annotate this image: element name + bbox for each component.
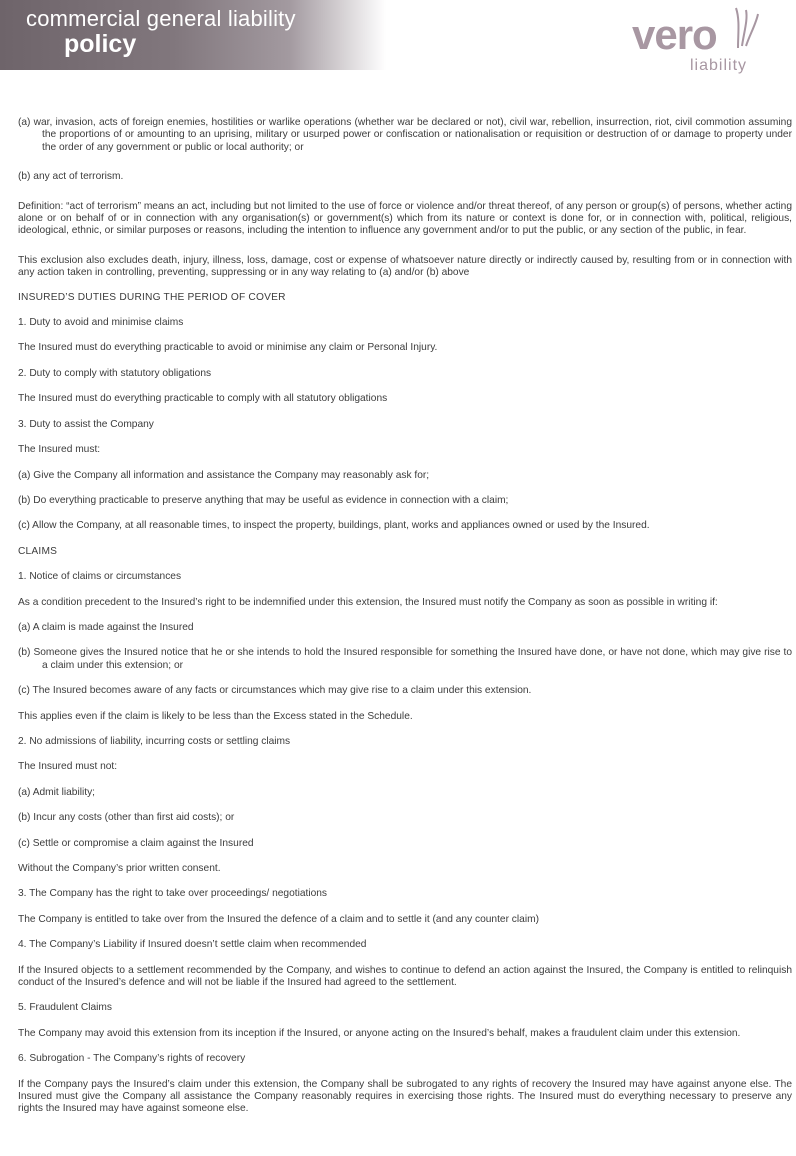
- logo-word: vero: [632, 11, 717, 58]
- duty-1-text: The Insured must do everything practicable to avoid or minimise any claim or Personal Injury.: [18, 342, 438, 354]
- claim-1-text: As a condition precedent to the Insured’s right to be indemnified under this extension, the Insured must notify the Company as soon as possible in writing if:: [18, 596, 718, 608]
- claim-1-item-b: (b) Someone gives the Insured notice that he or she intends to hold the Insured responsible for something the Insured have done, or have not done, which may give rise to a claim under this extension; or: [18, 647, 792, 671]
- header-subtitle: policy: [64, 30, 137, 58]
- claim-6-text: If the Company pays the Insured’s claim under this extension, the Company shall be subrogated to any rights of recovery the Insured may have against anyone else. The Insured must give the Company all assistance the Company reasonably requires in exercising those rights. The Insured must do everything necessary to preserve any rights the Insured may have against someone else.: [18, 1078, 792, 1115]
- claim-5-title: 5. Fraudulent Claims: [18, 1002, 112, 1014]
- exclusion-note: This exclusion also excludes death, injury, illness, loss, damage, cost or expense of whatsoever nature directly or indirectly caused by, resulting from or in connection with any action taken in controlling, preventing, suppressing or in any way relating to (a) and/or (b) above: [18, 254, 792, 279]
- vero-logo: [632, 6, 762, 78]
- exclusion-item-a: (a) war, invasion, acts of foreign enemies, hostilities or warlike operations (whether war be declared or not), civil war, rebellion, insurrection, riot, civil commotion assuming the proportions of or amounting to an uprising, military or usurped power or confiscation or nationalisation or requisition or destruction of or damage to property under the order of any government or public or local authority; or: [18, 117, 792, 153]
- duty-3-title: 3. Duty to assist the Company: [18, 418, 154, 430]
- claim-6-title: 6. Subrogation - The Company’s rights of recovery: [18, 1053, 246, 1065]
- claim-2-item-b: (b) Incur any costs (other than first aid costs); or: [18, 812, 235, 824]
- logo-sub: liability: [690, 57, 748, 74]
- duty-2-text: The Insured must do everything practicable to comply with all statutory obligations: [18, 393, 388, 405]
- claim-2-title: 2. No admissions of liability, incurring costs or settling claims: [18, 735, 291, 747]
- terrorism-definition: Definition: “act of terrorism” means an act, including but not limited to the use of force or violence and/or threat thereof, of any person or group(s) of persons, whether acting alone or on behalf of or in connection with any organisation(s) or government(s) which from its nature or context is done for, or in connection with, political, religious, ideological, ethnic, or similar purposes or reasons, including the intention to influence any government and/or to put the public, or any section of the public, in fear.: [18, 200, 792, 237]
- duty-3-item-a: (a) Give the Company all information and assistance the Company may reasonably ask for;: [18, 469, 430, 481]
- claim-2-text: The Insured must not:: [18, 761, 118, 773]
- claim-2-note: Without the Company’s prior written consent.: [18, 863, 221, 874]
- wheat-leaf-icon: [732, 6, 760, 50]
- claim-4-title: 4. The Company’s Liability if Insured doesn’t settle claim when recommended: [18, 939, 367, 951]
- claim-5-text: The Company may avoid this extension from its inception if the Insured, or anyone acting on the Insured’s behalf, makes a fraudulent claim under this extension.: [18, 1027, 741, 1039]
- policy-body: [18, 117, 792, 1116]
- claim-3-title: 3. The Company has the right to take over proceedings/ negotiations: [18, 888, 328, 900]
- claim-1-item-c: (c) The Insured becomes aware of any facts or circumstances which may give rise to a claim under this extension.: [18, 685, 532, 697]
- duty-3-text: The Insured must:: [18, 444, 101, 456]
- section-heading-duties: INSURED’S DUTIES DURING THE PERIOD OF COVER: [18, 291, 286, 303]
- claim-4-text: If the Insured objects to a settlement recommended by the Company, and wishes to continue to defend an action against the Insured, the Company is entitled to relinquish conduct of the Insured’s defence and will not be liable if the Insured had agreed to the settlement.: [18, 964, 792, 989]
- duty-2-title: 2. Duty to comply with statutory obligations: [18, 367, 212, 379]
- header-band: [0, 0, 386, 70]
- duty-3-item-b: (b) Do everything practicable to preserve anything that may be useful as evidence in connection with a claim;: [18, 494, 509, 506]
- claim-2-item-a: (a) Admit liability;: [18, 786, 95, 798]
- exclusion-item-b: (b) any act of terrorism.: [18, 171, 124, 183]
- duty-1-title: 1. Duty to avoid and minimise claims: [18, 317, 184, 329]
- claim-1-note: This applies even if the claim is likely to be less than the Excess stated in the Schedule.: [18, 710, 413, 722]
- duty-3-item-c: (c) Allow the Company, at all reasonable times, to inspect the property, buildings, plant, works and appliances owned or used by the Insured.: [18, 520, 650, 532]
- claim-1-item-a: (a) A claim is made against the Insured: [18, 621, 194, 633]
- claim-3-text: The Company is entitled to take over from the Insured the defence of a claim and to settle it (and any counter claim): [18, 913, 539, 925]
- claim-2-item-c: (c) Settle or compromise a claim against the Insured: [18, 837, 254, 849]
- header-title: commercial general liability: [26, 6, 296, 31]
- section-heading-claims: CLAIMS: [18, 545, 58, 557]
- claim-1-title: 1. Notice of claims or circumstances: [18, 571, 182, 583]
